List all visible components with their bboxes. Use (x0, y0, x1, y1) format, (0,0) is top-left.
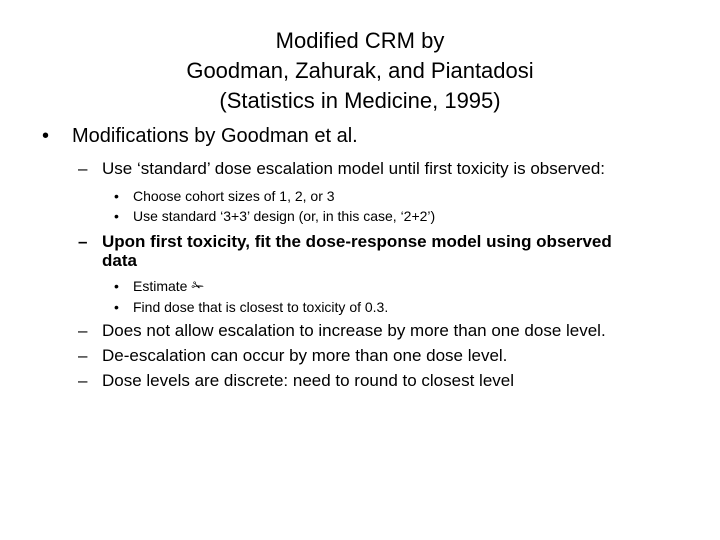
sub-bullet-text: Does not allow escalation to increase by more than one dose level. (102, 321, 606, 340)
dash-marker: – (78, 346, 88, 365)
sub-sub-bullet-text: Estimate (133, 278, 188, 294)
sub-bullet-de-escalation (0, 346, 720, 365)
dash-marker: – (78, 159, 88, 178)
sub-sub-bullet-cohort-sizes (0, 186, 720, 206)
sub-sub-bullet-text: Find dose that is closest to toxicity of 0.3. (133, 299, 389, 315)
bullet-text: Modifications by Goodman et al. (72, 125, 358, 147)
dot-marker: • (114, 208, 119, 224)
sub-sub-bullet-closest-dose (0, 297, 720, 317)
slide-title (0, 26, 720, 116)
sub-sub-bullet-design (0, 206, 720, 226)
title-line-3: (Statistics in Medicine, 1995) (219, 88, 501, 113)
sub-bullet-standard-escalation (0, 159, 720, 178)
sub-bullet-first-toxicity (0, 232, 720, 270)
dash-marker: – (78, 232, 88, 251)
sub-bullet-text: Upon first toxicity, fit the dose-response model using observed data (102, 232, 612, 270)
sub-bullet-no-skip-escalation (0, 321, 720, 340)
scissors-icon: ✁ (191, 278, 205, 295)
dash-marker: – (78, 321, 88, 340)
sub-bullet-text: Use ‘standard’ dose escalation model until first toxicity is observed: (102, 159, 605, 178)
title-line-1: Modified CRM by (275, 28, 445, 53)
dot-marker: • (114, 278, 119, 294)
sub-sub-bullet-text: Use standard ‘3+3’ design (or, in this case, ‘2+2’) (133, 208, 436, 224)
slide-content (0, 124, 720, 396)
sub-bullet-discrete-levels (0, 371, 720, 390)
sub-bullet-text: Dose levels are discrete: need to round to closest level (102, 371, 515, 390)
sub-sub-bullet-text: Choose cohort sizes of 1, 2, or 3 (133, 188, 335, 204)
title-line-2: Goodman, Zahurak, and Piantadosi (186, 58, 534, 83)
dot-marker: • (114, 299, 119, 315)
sub-sub-list-escalation (0, 186, 720, 226)
dot-marker: • (114, 188, 119, 204)
sub-sub-list-model (0, 276, 720, 317)
bullet-marker: • (42, 125, 50, 147)
dash-marker: – (78, 371, 88, 390)
sub-bullet-text: De-escalation can occur by more than one dose level. (102, 346, 508, 365)
bullet-modifications (0, 124, 720, 149)
sub-sub-bullet-estimate (0, 276, 720, 297)
